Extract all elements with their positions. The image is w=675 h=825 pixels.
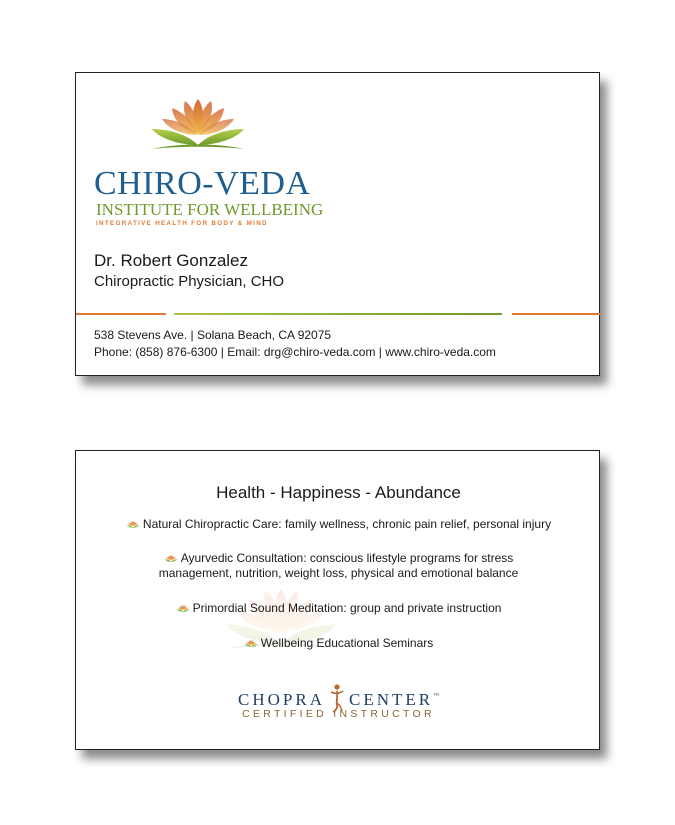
service-text: Primordial Sound Meditation: group and private instruction <box>192 601 502 615</box>
service-text-line2: management, nutrition, weight loss, physical and emotional balance <box>158 566 519 580</box>
motto: Health - Happiness - Abundance <box>216 483 461 502</box>
business-card-front <box>75 72 600 376</box>
address: 538 Stevens Ave. | Solana Beach, CA 92075 <box>94 328 332 342</box>
divider-center <box>174 313 502 315</box>
service-text: Natural Chiropractic Care: family wellness, chronic pain relief, personal injury <box>142 517 552 531</box>
divider-left <box>76 313 166 315</box>
trademark: ™ <box>433 693 439 699</box>
lotus-bullet-icon <box>244 639 258 648</box>
business-card-back <box>75 450 600 750</box>
service-text: Wellbeing Educational Seminars <box>260 636 434 650</box>
lotus-bullet-icon <box>126 520 140 529</box>
lotus-icon <box>148 93 248 155</box>
brand-subtitle: INSTITUTE FOR WELLBEING <box>96 200 324 219</box>
contact-line: Phone: (858) 876-6300 | Email: drg@chiro-veda.com | www.chiro-veda.com <box>94 345 496 359</box>
chopra-right-text: CENTER <box>348 690 434 709</box>
chopra-left-text: CHOPRA <box>238 690 325 709</box>
person-title: Chiropractic Physician, CHO <box>94 273 285 290</box>
service-item <box>76 551 601 581</box>
chopra-certified-text: CERTIFIED INSTRUCTOR <box>242 708 435 720</box>
service-item <box>76 517 601 532</box>
brand-name: CHIRO-VEDA <box>94 165 311 202</box>
person-name: Dr. Robert Gonzalez <box>94 251 249 270</box>
brand-tagline: INTEGRATIVE HEALTH FOR BODY & MIND <box>96 220 268 227</box>
service-item <box>76 601 601 616</box>
service-text: Ayurvedic Consultation: conscious lifestyle programs for stress <box>180 551 514 565</box>
lotus-bullet-icon <box>164 554 178 563</box>
divider-right <box>512 313 601 315</box>
service-item <box>76 636 601 651</box>
lotus-bullet-icon <box>176 604 190 613</box>
